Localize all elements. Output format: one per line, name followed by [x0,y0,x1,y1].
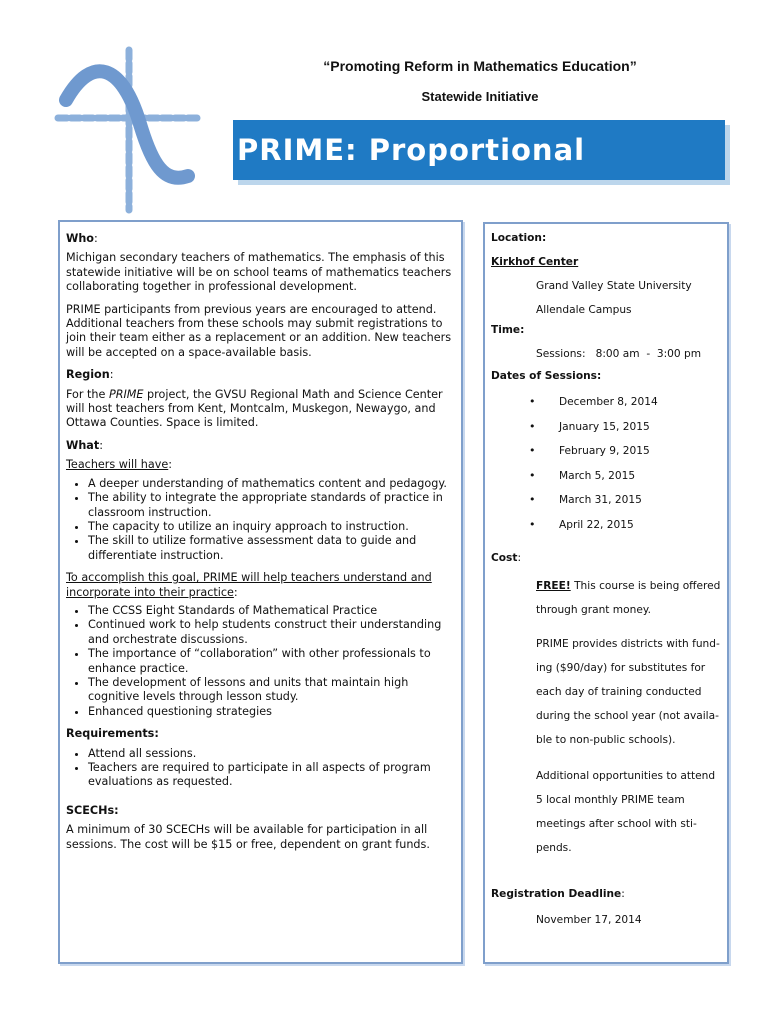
tagline: “Promoting Reform in Mathematics Education” [323,58,637,74]
cost-paragraph-line: ing ($90/day) for substitutes for [536,661,706,674]
list-item: • February 9, 2015 [491,439,721,464]
list-item: • December 8, 2014 [491,390,721,415]
list-item: • March 31, 2015 [491,488,721,513]
location-line-1: Grand Valley State University [536,280,692,292]
cost-free: FREE! [536,579,571,592]
cost-label: Cost [491,551,518,564]
list-item: • Enhanced questioning strategies [88,705,455,719]
cost-line-2: through grant money. [536,603,651,616]
region-prime: PRIME [108,387,144,401]
deadline-date: November 17, 2014 [536,913,642,926]
region-label: Region [66,368,110,382]
dates-label: Dates of Sessions: [491,370,602,382]
list-item: • The importance of “collaboration” with other professionals to enhance practice. [88,647,455,676]
requirements-list [66,747,455,790]
list-item: • The skill to utilize formative assessment data to guide and differentiate instruction. [88,534,455,563]
list-item: • A deeper understanding of mathematics content and pedagogy. [88,477,455,491]
list-item: • The CCSS Eight Standards of Mathematical Practice [88,604,455,618]
opportunities-line: meetings after school with sti- [536,817,697,830]
list-item: • The ability to integrate the appropriate standards of practice in classroom instruction. [88,491,455,520]
time-text: Sessions: 8:00 am - 3:00 pm [536,348,702,360]
what-label: What [66,438,100,452]
who-text-2: PRIME participants from previous years are encouraged to attend. Additional teachers from these schools may submit registrations to join their team either as a replacement or an addition. New teachers will be accepted on a space-available basis. [66,302,452,359]
time-label: Time: [491,324,525,336]
who-text-1: Michigan secondary teachers of mathematics. The emphasis of this statewide initiative will be on school teams of mathematics teachers collaborating together in professional development. [66,251,452,294]
cost-line-1: This course is being offered [570,579,721,592]
location-label: Location: [491,232,547,244]
list-item: • April 22, 2015 [491,513,721,538]
location-name: Kirkhof Center [491,256,579,268]
teachers-have-list [66,477,455,563]
cost-paragraph-line: PRIME provides districts with fund- [536,637,720,650]
scechs-text: A minimum of 30 SCECHs will be available for participation in all sessions. The cost will be $15 or free, dependent on grant funds. [66,823,430,851]
list-item: • January 15, 2015 [491,415,721,440]
list-item: • The capacity to utilize an inquiry approach to instruction. [88,520,455,534]
opportunities-line: 5 local monthly PRIME team [536,793,685,806]
who-label: Who [66,232,94,245]
list-item: • Attend all sessions. [88,747,455,761]
region-text: For the PRIME project, the GVSU Regional Math and Science Center will host teachers from Kent, Montcalm, Muskegon, Newaygo, and Ottawa Counties. Space is limited. [66,387,443,430]
subtitle: Statewide Initiative [421,89,539,104]
page-title: PRIME: Proportional Thinking [233,120,725,180]
prime-logo [52,44,202,214]
list-item: • The development of lessons and units that maintain high cognitive levels through lesson study. [88,676,455,705]
cost-paragraph-line: during the school year (not availa- [536,709,719,722]
dates-list [491,390,721,538]
scechs-label: SCECHs: [66,803,119,817]
details-panel: Who: Michigan secondary teachers of mathematics. The emphasis of this statewide initiative will be on school teams of mathematics teachers collaborating together in professional development. PRIME participants from previous years are encouraged to attend. Additional teachers from these schools may submit registrations to join their team either as a replacement or an addition. New teachers will be accepted on a space-available basis. Region: For the PRIME project, the GVSU Regional Math and Science Center will host teachers from Kent, Montcalm, Muskegon, Newaygo, and Ottawa Counties. Space is limited. What: Teachers will have: • A deeper understanding of mathematics content and pedagogy. • The ability to integrate the appropriate standards of practice in classroom instruction. • The capacity to utilize an inquiry approach to instruction. • The skill to utilize formative assessment data to guide and differentiate instruction. To accomplish this goal, PRIME will help teachers understand and incorporate into their practice: • The CCSS Eight Standards of Mathematical Practice • Continued work to help students construct their understanding and orchestrate discussions. • The importance of “collaboration” with other professionals to enhance practice. • The development of lessons and units that maintain high cognitive levels through lesson study. • Enhanced questioning strategies Requirements: • Attend all sessions. • Teachers are required to participate in all aspects of program evaluations as requested. SCECHs: A minimum of 30 SCECHs will be available for participation in all sessions. The cost will be $15 or free, dependent on grant funds. [58,220,463,964]
list-item: • Teachers are required to participate in all aspects of program evaluations as requested. [88,761,455,790]
requirements-label: Requirements: [66,727,159,741]
goal-heading: To accomplish this goal, PRIME will help teachers understand and incorporate into their practice [66,571,432,599]
list-item: • Continued work to help students construct their understanding and orchestrate discussions. [88,618,455,647]
cost-paragraph-line: ble to non-public schools). [536,733,676,746]
goal-list [66,604,455,719]
list-item: • March 5, 2015 [491,464,721,489]
opportunities-line: pends. [536,841,572,854]
opportunities-line: Additional opportunities to attend [536,769,716,782]
deadline-label: Registration Deadline [491,887,622,900]
logistics-panel: Location: Kirkhof Center Grand Valley State University Allendale Campus Time: Sessions: 8:00 am - 3:00 pm Dates of Sessions: • December 8, 2014 • January 15, 2015 • February 9, 2015 • March 5, 2015 • March 31, 2015 • April 22, 2015 Cost: FREE! This course is being offered through grant money. PRIME provides districts with fund- ing ($90/day) for substitutes for each day of training conducted during the school year (not availa- ble to non-public schools). Additional opportunities to attend 5 local monthly PRIME team meetings after school with sti- pends. Registration Deadline: November 17, 2014 [483,222,729,964]
location-line-2: Allendale Campus [536,304,632,316]
cost-paragraph-line: each day of training conducted [536,685,702,698]
teachers-have-heading: Teachers will have [66,458,169,472]
